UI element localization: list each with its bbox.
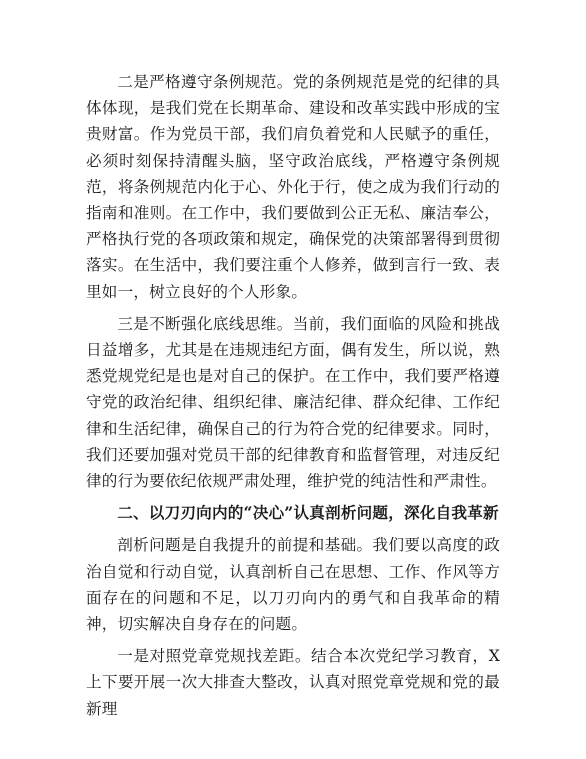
section-heading-self-reform: 二、以刀刃向内的“决心”认真剖析问题，深化自我革新 [117,503,499,523]
paragraph-strict-compliance: 二是严格遵守条例规范。党的条例规范是党的纪律的具体体现，是我们党在长期革命、建设和改革实践中形成的宝贵财富。作为党员干部，我们肩负着党和人民赋予的重任，必须时刻保持清醒头脑，坚守政治底线，严格遵守条例规范，将条例规范内化于心、外化于行，使之成为我们行动的指南和准则。在工作中，我们要做到公正无私、廉洁奉公，严格执行党的各项政策和规定，确保党的决策部署得到贯彻落实。在生活中，我们要注重个人修养，做到言行一致、表里如一，树立良好的个人形象。 [86,73,500,301]
paragraph-analyze-problems: 剖析问题是自我提升的前提和基础。我们要以高度的政治自觉和行动自觉，认真剖析自己在思想、工作、作风等方面存在的问题和不足，以刀刃向内的勇气和自我革命的精神，切实解决自身存在的问题。 [86,536,500,634]
document-body [86,69,500,728]
paragraph-party-constitution-gaps: 一是对照党章党规找差距。结合本次党纪学习教育，X上下要开展一次大排查大整改，认真对照党章党规和党的最新理 [86,647,500,718]
paragraph-bottom-line-thinking: 三是不断强化底线思维。当前，我们面临的风险和挑战日益增多，尤其是在违规违纪方面，偶有发生，所以说，熟悉党规党纪是也是对自己的保护。在工作中，我们要严格遵守党的政治纪律、组织纪律、廉洁纪律、群众纪律、工作纪律和生活纪律，确保自己的行为符合党的纪律要求。同时，我们还要加强对党员干部的纪律教育和监督管理，对违反纪律的行为要依纪依规严肃处理，维护党的纯洁性和严肃性。 [86,314,500,491]
